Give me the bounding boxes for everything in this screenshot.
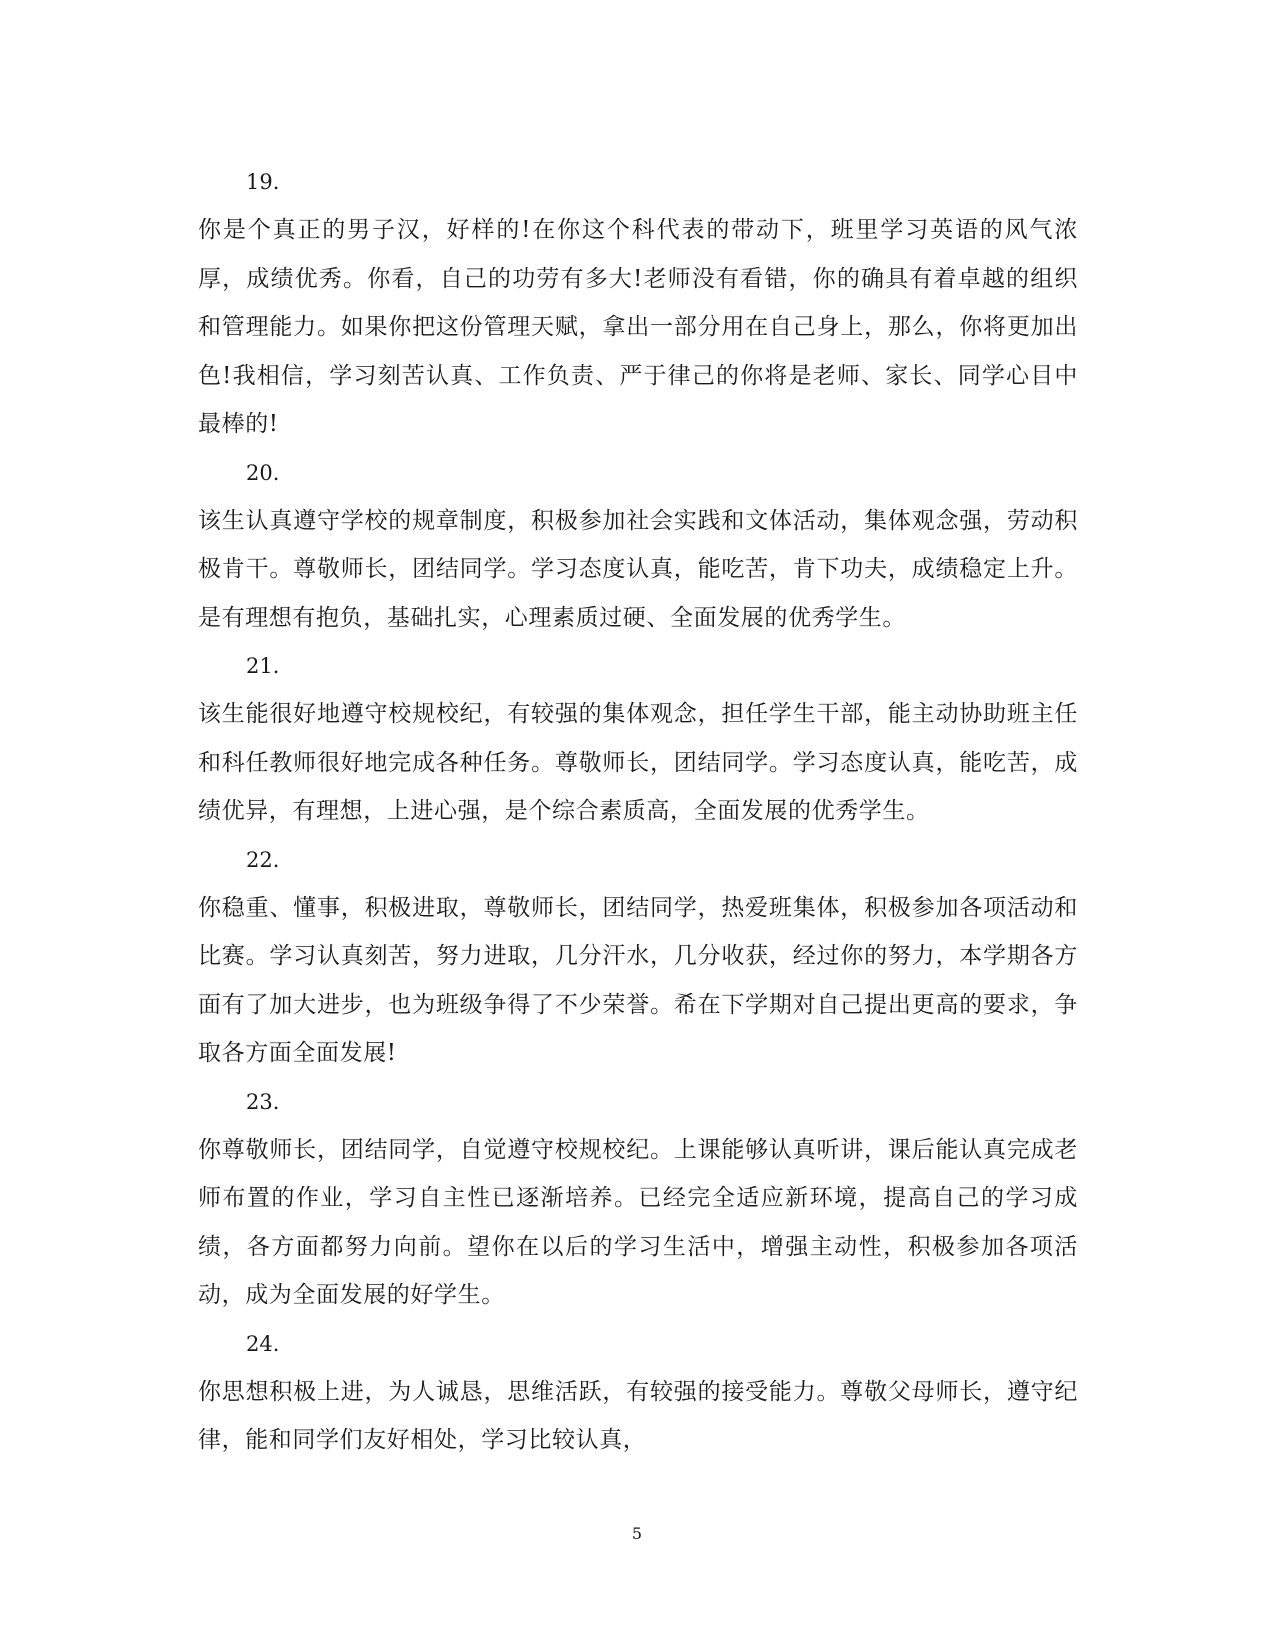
entry-24 bbox=[198, 1320, 1078, 1465]
entry-20 bbox=[198, 449, 1078, 643]
entry-number: 23. bbox=[246, 1089, 280, 1114]
entry-number: 19. bbox=[246, 170, 280, 194]
entry-text: 你是个真正的男子汉，好样的!在你这个科代表的带动下，班里学习英语的风气浓厚，成绩优秀。你看，自己的功劳有多大!老师没有看错，你的确具有着卓越的组织和管理能力。如果你把这份管理天赋，拿出一部分用在自己身上，那么，你将更加出色!我相信，学习刻苦认真、工作负责、严于律己的你将是老师、家长、同学心目中最棒的! bbox=[198, 217, 1078, 437]
entry-23 bbox=[198, 1078, 1078, 1320]
entry-number: 24. bbox=[246, 1331, 280, 1356]
entry-text: 你尊敬师长，团结同学，自觉遵守校规校纪。上课能够认真听讲，课后能认真完成老师布置的作业，学习自主性已逐渐培养。已经完全适应新环境，提高自己的学习成绩，各方面都努力向前。望你在以后的学习生活中，增强主动性，积极参加各项活动，成为全面发展的好学生。 bbox=[198, 1136, 1078, 1308]
entry-text: 该生认真遵守学校的规章制度，积极参加社会实践和文体活动，集体观念强，劳动积极肯干。尊敬师长，团结同学。学习态度认真，能吃苦，肯下功夫，成绩稳定上升。是有理想有抱负，基础扎实，心理素质过硬、全面发展的优秀学生。 bbox=[198, 507, 1078, 631]
entry-22 bbox=[198, 836, 1078, 1078]
entry-21 bbox=[198, 642, 1078, 836]
entry-number: 22. bbox=[246, 847, 280, 872]
document-body bbox=[198, 158, 1078, 1465]
page-number: 5 bbox=[631, 1524, 643, 1543]
entry-text: 该生能很好地遵守校规校纪，有较强的集体观念，担任学生干部，能主动协助班主任和科任教师很好地完成各种任务。尊敬师长，团结同学。学习态度认真，能吃苦，成绩优异，有理想，上进心强，是个综合素质高，全面发展的优秀学生。 bbox=[198, 701, 1078, 824]
entry-19 bbox=[198, 158, 1078, 449]
entry-number: 20. bbox=[246, 460, 280, 485]
entry-text: 你思想积极上进，为人诚恳，思维活跃，有较强的接受能力。尊敬父母师长，遵守纪律，能和同学们友好相处，学习比较认真， bbox=[198, 1378, 1078, 1453]
entry-text: 你稳重、懂事，积极进取，尊敬师长，团结同学，热爱班集体，积极参加各项活动和比赛。学习认真刻苦，努力进取，几分汗水，几分收获，经过你的努力，本学期各方面有了加大进步，也为班级争得了不少荣誉。希在下学期对自己提出更高的要求，争取各方面全面发展! bbox=[198, 894, 1078, 1066]
entry-number: 21. bbox=[246, 654, 280, 678]
